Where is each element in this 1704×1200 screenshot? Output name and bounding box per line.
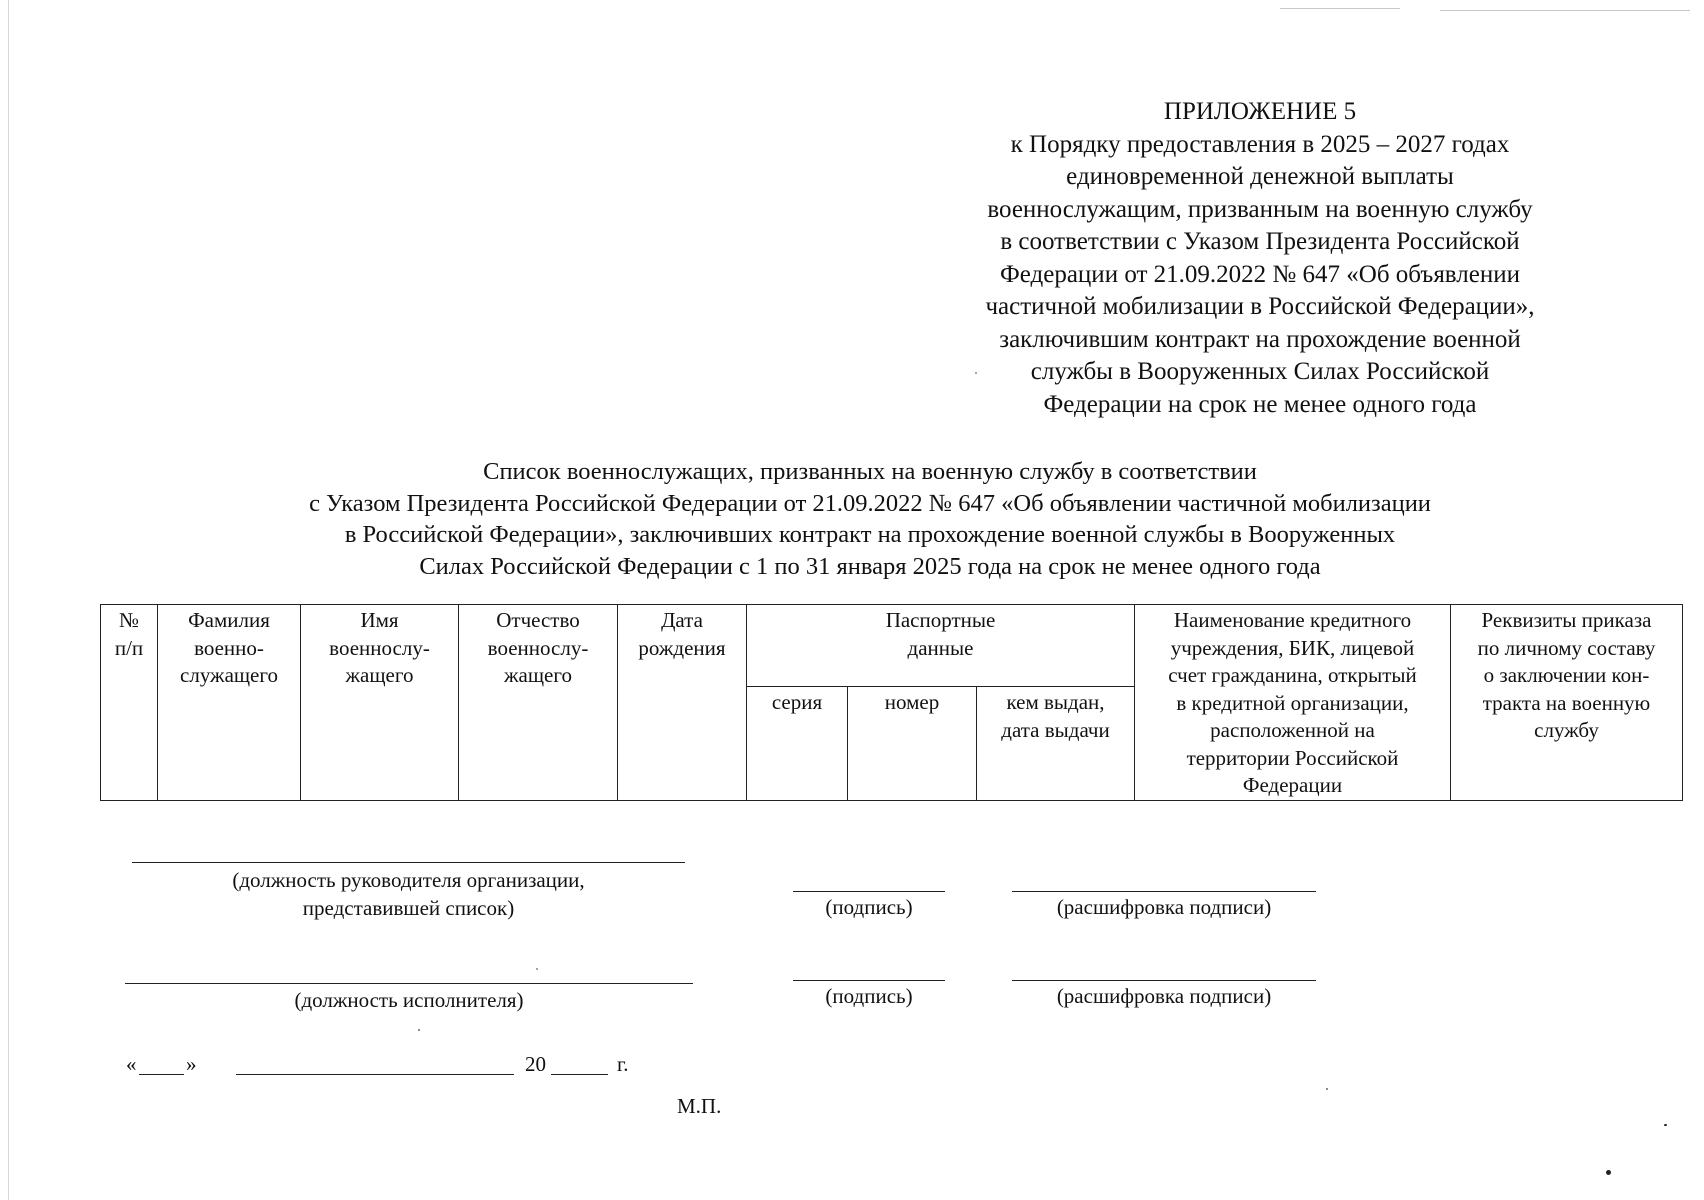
executor-position-caption: (должность исполнителя) [294, 988, 524, 1012]
header-passport-series: серия [747, 687, 848, 801]
date-open-quote: « [126, 1052, 137, 1076]
header-bank-details: Наименование кредитного учреждения, БИК, лицевой счет гражданина, открытый в кредитной организации, расположенной на территории Российской Федерации [1135, 605, 1451, 801]
servicemen-table [100, 604, 1683, 801]
executor-position-line [125, 983, 693, 984]
head-position-caption: (должность руководителя организации, представившей список) [232, 868, 585, 920]
appendix-line: службы в Вооруженных Силах Российской [1030, 358, 1490, 385]
appendix-line: Федерации на срок не менее одного года [1043, 390, 1477, 418]
signature-line-2 [793, 980, 945, 981]
appendix-line: военнослужащим, призванным на военную службу [987, 195, 1533, 223]
decoding-caption-2: (расшифровка подписи) [1056, 984, 1272, 1008]
scan-speck [1664, 1124, 1667, 1126]
scan-speck [418, 1029, 420, 1031]
date-day-line [139, 1074, 184, 1075]
decoding-line-1 [1012, 891, 1316, 892]
document-title [150, 456, 1590, 582]
appendix-header [940, 96, 1580, 421]
header-surname: Фамилия военно- служащего [158, 605, 301, 801]
appendix-line: в соответствии с Указом Президента Российской [1000, 228, 1520, 255]
scan-edge-top [1440, 10, 1690, 11]
signature-caption-2: (подпись) [825, 984, 913, 1008]
appendix-line: ПРИЛОЖЕНИЕ 5 [1163, 98, 1357, 125]
header-passport-number: номер [848, 687, 977, 801]
title-line: Силах Российской Федерации с 1 по 31 января 2025 года на срок не менее одного года [419, 552, 1321, 580]
appendix-line: заключившим контракт на прохождение военной [999, 325, 1521, 353]
appendix-line: Федерации от 21.09.2022 № 647 «Об объявлении [1000, 260, 1520, 288]
scan-edge-left [8, 0, 9, 1200]
header-name: Имя военнослу- жащего [301, 605, 459, 801]
stamp-place: М.П. [677, 1094, 722, 1118]
scan-edge-top [1280, 8, 1400, 9]
header-birthdate: Дата рождения [618, 605, 747, 801]
title-line: Список военнослужащих, призванных на военную службу в соответствии [483, 458, 1257, 485]
signature-line-1 [793, 891, 945, 892]
date-month-line [236, 1074, 514, 1075]
signature-caption-1: (подпись) [825, 895, 913, 919]
header-order-details: Реквизиты приказа по личному составу о заключении кон- тракта на военную службу [1451, 605, 1683, 801]
head-position-line [132, 862, 685, 863]
decoding-line-2 [1012, 980, 1316, 981]
title-line: в Российской Федерации», заключивших контракт на прохождение военной службы в Вооруженных [344, 521, 1396, 548]
scan-speck [975, 372, 977, 374]
date-close-quote: » [186, 1052, 197, 1076]
scan-speck [1326, 1088, 1328, 1090]
scan-speck [1606, 1170, 1611, 1175]
header-passport: Паспортные данные [747, 605, 1135, 687]
title-line: с Указом Президента Российской Федерации от 21.09.2022 № 647 «Об объявлении частичной мобилизации [309, 489, 1431, 517]
date-year-suffix: г. [617, 1052, 629, 1076]
date-year-line [551, 1074, 608, 1075]
scan-speck [536, 968, 538, 970]
header-patronymic: Отчество военнослу- жащего [459, 605, 618, 801]
header-number: № п/п [101, 605, 158, 801]
date-year-prefix: 20 [525, 1052, 546, 1076]
decoding-caption-1: (расшифровка подписи) [1056, 895, 1272, 919]
appendix-line: к Порядку предоставления в 2025 – 2027 годах [1010, 130, 1510, 158]
header-passport-issued: кем выдан, дата выдачи [977, 687, 1135, 801]
appendix-line: единовременной денежной выплаты [1066, 163, 1454, 190]
appendix-line: частичной мобилизации в Российской Федерации», [985, 293, 1535, 320]
